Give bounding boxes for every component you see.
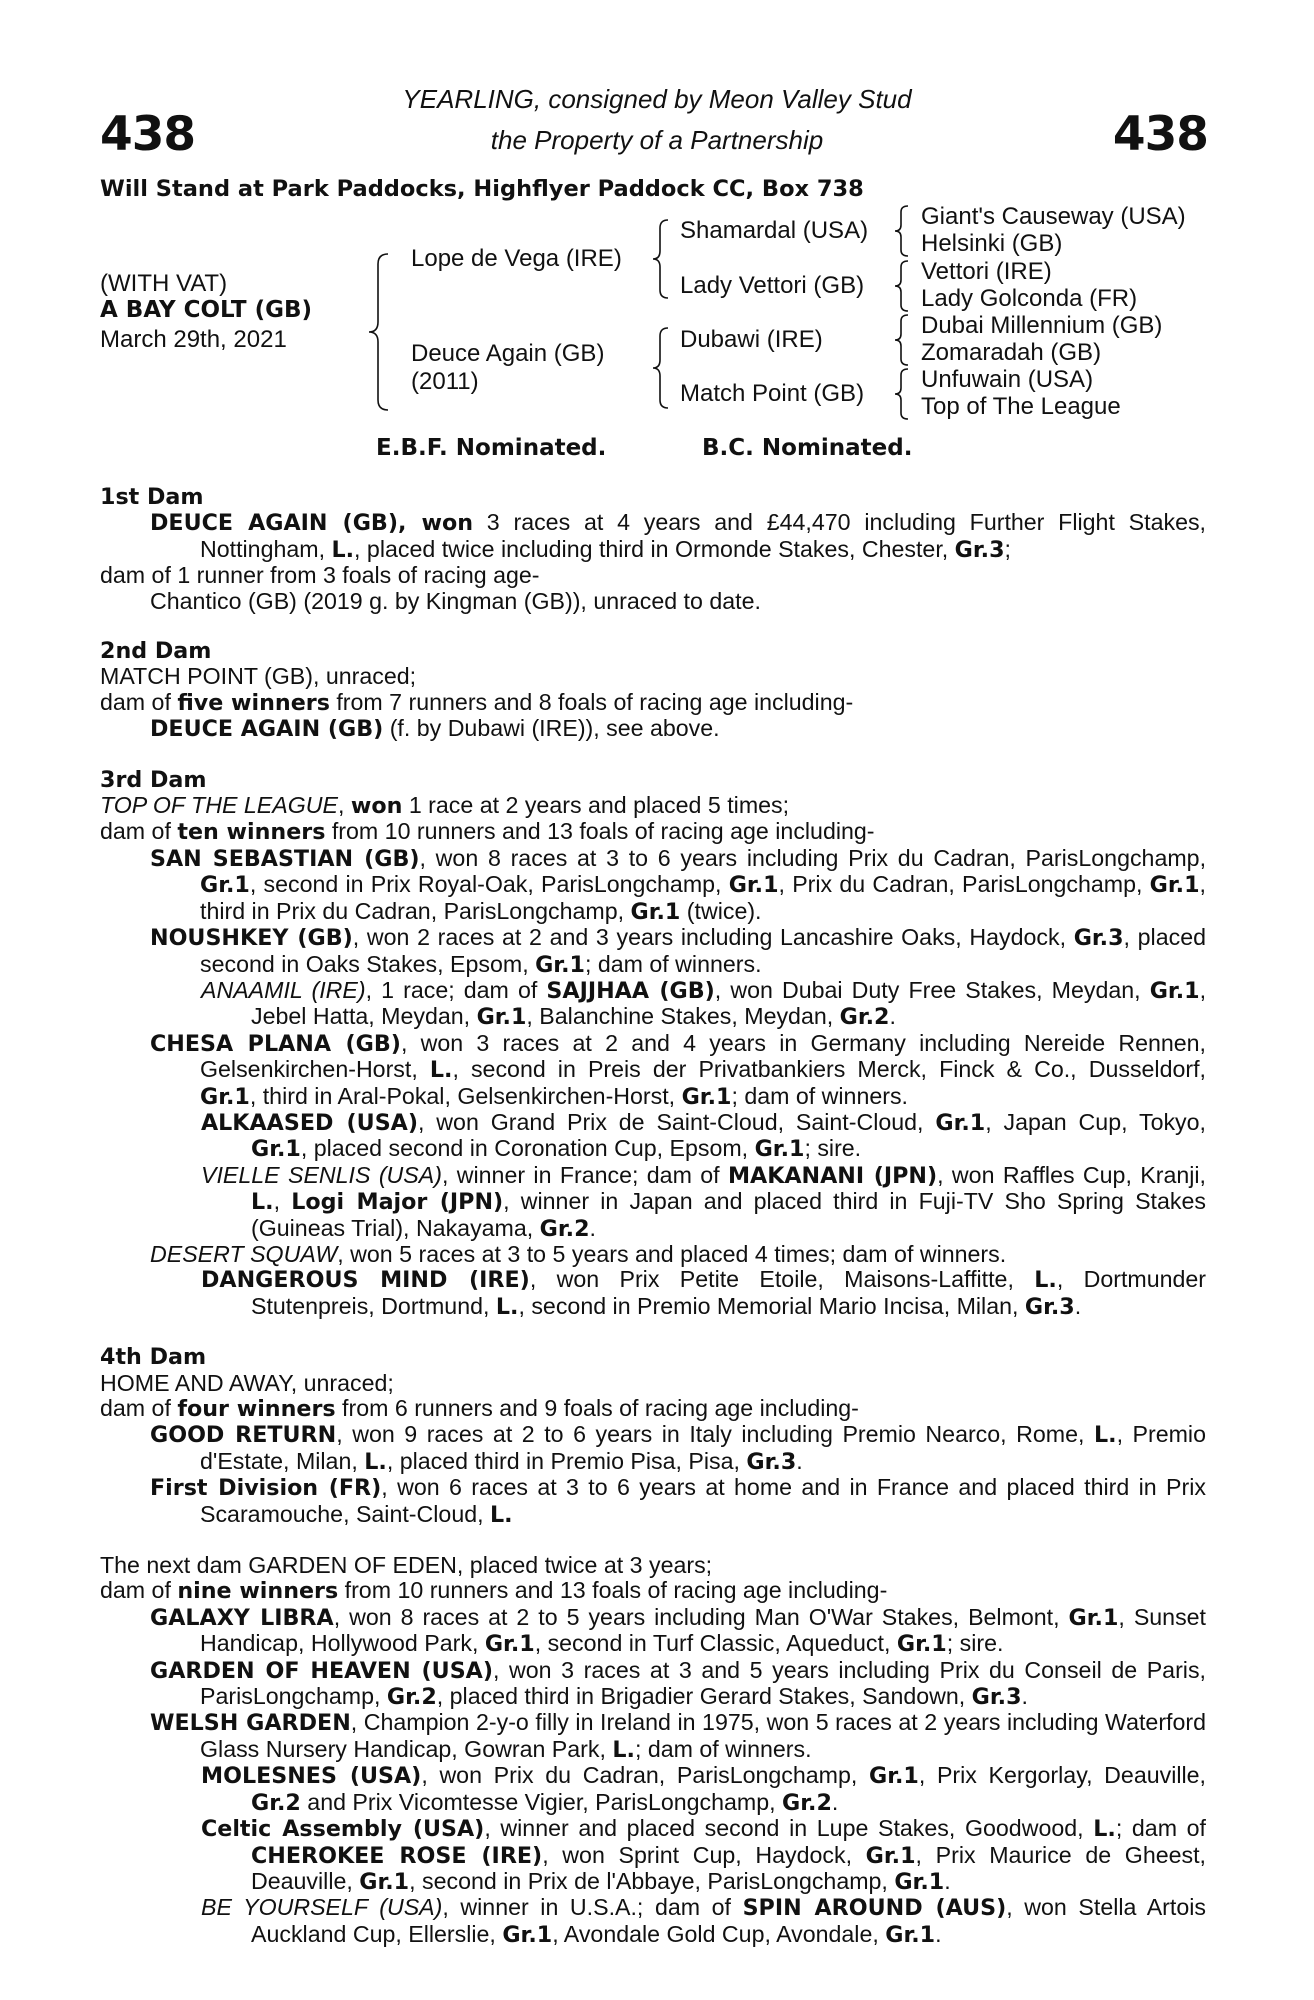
entry-text: . [589,1214,596,1241]
sire-dam: Lady Vettori (GB) [680,272,865,299]
bold-text: Gr.1 [251,1136,301,1163]
pedigree-entry [100,925,1206,978]
entry-text: , won 9 races at 2 to 6 years in Italy including Premio Nearco, Rome, [336,1421,1094,1448]
italic-text: DESERT SQUAW [150,1240,338,1267]
pedigree-brace-main [366,252,392,412]
pedigree-brace-g2 [892,259,912,313]
bold-text: L. [612,1736,635,1763]
bold-text: Gr.1 [1068,1604,1119,1631]
bold-text: Gr.1 [200,1083,250,1110]
bold-text: L. [490,1501,513,1528]
dam-section [100,639,1206,743]
pedigree-entry [100,1371,1206,1396]
gg-6: Zomaradah (GB) [921,339,1102,366]
pedigree-entry [100,1163,1206,1242]
foaled-date: March 29th, 2021 [100,326,287,353]
entry-text: , placed second in Coronation Cup, Epsom, [300,1135,755,1162]
pedigree-entry [100,1242,1206,1267]
entry-text: , won Prix du Cadran, ParisLongchamp, [421,1762,869,1789]
entry-text: , won 2 races at 2 and 3 years including Lancashire Oaks, Haydock, [352,924,1074,951]
entry-text: , Prix Maurice de Gheest, Deauville, [251,1841,1206,1894]
entry-text: , second in Prix Royal-Oak, ParisLongchamp, [249,871,729,898]
pedigree-brace-g4 [892,367,912,421]
entry-text: , Prix Kergorlay, Deauville, [918,1762,1206,1789]
entry-text: , won Dubai Duty Free Stakes, Meydan, [714,976,1150,1003]
pedigree-entry [100,1267,1206,1320]
entry-text: , won Sprint Cup, Haydock, [542,1841,866,1868]
entry-text: ; dam of winners. [731,1082,908,1109]
section-heading: 2nd Dam [100,638,212,665]
entry-text: dam of [100,1577,178,1604]
pedigree-entry [100,1710,1206,1763]
entry-text: ; sire. [946,1630,1004,1657]
bc-nomination: B.C. Nominated. [702,435,913,461]
pedigree-brace-dam [650,326,672,410]
bold-text: Gr.3 [954,536,1005,563]
catalogue-body [100,485,1206,1948]
entry-text: , winner in U.S.A.; dam of [442,1894,743,1921]
entry-text: , Avondale Gold Cup, Avondale, [552,1920,886,1947]
entry-text: , second in Turf Classic, Aqueduct, [534,1630,897,1657]
pedigree-entry [100,1110,1206,1163]
bold-text: Gr.1 [200,872,250,899]
entry-text: from 10 runners and 13 foals of racing age including- [338,1577,888,1604]
sire-sire: Shamardal (USA) [680,217,869,244]
entry-text: , won Prix Petite Etoile, Maisons-Laffitte, [529,1266,1035,1293]
dam: Deuce Again (GB) [411,340,605,367]
entry-text: , Jebel Hatta, Meydan, [251,976,1207,1030]
entry-text: , third in Prix du Cadran, ParisLongchamp, [200,871,1206,924]
dam-section [100,485,1206,614]
entry-text: , third in Aral-Pokal, Gelsenkirchen-Horst, [249,1082,682,1109]
bold-text: L. [429,1057,453,1084]
entry-text: , Balanchine Stakes, Meydan, [526,1003,840,1030]
pedigree-entry [100,510,1206,563]
bold-text: Gr.1 [681,1083,732,1110]
entry-text: (twice). [680,897,762,924]
gg-2: Helsinki (GB) [921,230,1063,257]
pedigree-entry [100,563,1206,588]
bold-text: Gr.1 [728,872,779,899]
bold-text: DEUCE AGAIN (GB) [150,716,384,743]
entry-text: , won Grand Prix de Saint-Cloud, Saint-Cloud, [418,1108,936,1135]
bold-text: Gr.1 [359,1868,410,1895]
horse-name: A BAY COLT (GB) [100,297,313,323]
bold-text: Gr.1 [896,1631,947,1658]
entry-text: , won Raffles Cup, Kranji, [937,1161,1206,1188]
bold-text: Gr.2 [539,1215,590,1242]
entry-text: from 7 runners and 8 foals of racing age including- [329,688,854,715]
entry-text: dam of [100,1395,178,1421]
entry-text: , [273,1188,292,1215]
entry-text: , placed twice including third in Ormonde Stakes, Chester, [354,535,955,562]
entry-text: ; dam of winners. [584,950,762,977]
bold-text: L. [364,1448,387,1475]
bold-text: Gr.1 [935,1109,986,1136]
pedigree-entry [100,819,1206,845]
bold-text: nine winners [177,1578,339,1605]
bold-text: Gr.1 [630,898,681,925]
pedigree-entry [100,1605,1206,1658]
entry-text: 1 race at 2 years and placed 5 times; [402,792,790,819]
gg-4: Lady Golconda (FR) [921,285,1138,312]
bold-text: GALAXY LIBRA [150,1604,334,1631]
bold-text: L. [1034,1267,1057,1294]
entry-text: , second in Premio Memorial Mario Incisa, Milan, [518,1292,1025,1319]
entry-text: MATCH POINT (GB), unraced; [100,663,417,690]
italic-text: ANAAMIL (IRE) [201,976,366,1003]
entry-text: . [1074,1292,1082,1319]
bold-text: CHESA PLANA (GB) [150,1030,401,1057]
pedigree-entry [100,690,1206,716]
bold-text: Gr.2 [782,1789,832,1816]
bold-text: WELSH GARDEN [150,1710,351,1737]
pedigree-entry [100,1553,1206,1578]
gg-8: Top of The League [921,393,1121,420]
entry-text: The next dam GARDEN OF EDEN, placed twice at 3 years; [100,1552,713,1579]
bold-text: Gr.1 [535,951,585,978]
italic-text: VIELLE SENLIS (USA) [201,1161,442,1188]
italic-text: TOP OF THE LEAGUE [100,792,338,819]
entry-text: , Premio d'Estate, Milan, [200,1421,1206,1474]
pedigree-brace-g3 [892,313,912,367]
bold-text: SPIN AROUND (AUS) [742,1895,1007,1922]
entry-text: , won 3 races at 2 and 4 years in Germany including Nereide Rennen, Gelsenkirchen-Horst, [200,1029,1207,1083]
bold-text: Gr.1 [885,1921,936,1948]
bold-text: won [350,793,403,820]
entry-text: , winner in Japan and placed third in Fuji-TV Sho Spring Stakes (Guineas Trial), Nakayama, [251,1188,1206,1241]
lot-number-left: 438 [100,107,196,162]
bold-text: SAN SEBASTIAN (GB) [150,845,420,872]
entry-text: ; dam of winners. [634,1735,812,1762]
entry-text: . [1021,1683,1028,1710]
dam-sire: Dubawi (IRE) [680,326,823,353]
entry-text: ; sire. [804,1135,862,1162]
entry-text: , won 5 races at 3 to 5 years and placed 4 times; dam of winners. [337,1240,1007,1267]
entry-text: , second in Prix de l'Abbaye, ParisLongchamp, [409,1867,895,1894]
entry-text: , Dortmunder Stutenpreis, Dortmund, [251,1266,1207,1319]
bold-text: five winners [177,689,330,716]
entry-text: , Champion 2-y-o filly in Ireland in 1975, won 5 races at 2 years including Waterford Glass Nursery Handicap, Gowran Park, [200,1709,1206,1762]
pedigree-entry [100,1475,1206,1528]
bold-text: First Division (FR) [150,1475,382,1502]
bold-text: GARDEN OF HEAVEN (USA) [150,1657,493,1684]
entry-text: . [831,1788,839,1815]
entry-text: from 6 runners and 9 foals of racing age including- [335,1395,859,1421]
ebf-nomination: E.B.F. Nominated. [376,435,607,461]
pedigree-entry [100,978,1206,1031]
entry-text: , won Stella Artois Auckland Cup, Ellerslie, [251,1894,1206,1947]
stand-line: Will Stand at Park Paddocks, Highflyer Paddock CC, Box 738 [100,176,864,202]
entry-text: from 10 runners and 13 foals of racing age including- [325,818,875,845]
sire: Lope de Vega (IRE) [411,245,622,272]
entry-text: HOME AND AWAY, unraced; [100,1369,394,1396]
pedigree-entry [100,1763,1206,1816]
bold-text: L. [1093,1422,1117,1449]
entry-text: , won 6 races at 3 to 6 years at home and in France and placed third in Prix Scaramouche, Saint-Cloud, [200,1474,1206,1527]
lot-number-right: 438 [1112,107,1208,162]
bold-text: Gr.1 [1149,872,1200,899]
bold-text: Gr.1 [865,1842,916,1869]
entry-text: , 1 race; dam of [365,976,547,1003]
bold-text: Gr.1 [484,1631,535,1658]
property-line: the Property of a Partnership [490,125,824,155]
pedigree-entry [100,1895,1206,1948]
bold-text: Gr.1 [894,1868,945,1895]
entry-text: , won 8 races at 2 to 5 years including Man O'War Stakes, Belmont, [333,1603,1069,1630]
bold-text: L. [495,1293,519,1320]
entry-text: . [796,1447,803,1474]
entry-text: , placed second in Oaks Stakes, Epsom, [200,924,1206,977]
entry-text: , [337,792,351,819]
dam-year: (2011) [411,368,479,395]
entry-text: (f. by Dubawi (IRE)), see above. [383,715,720,742]
entry-text: , placed third in Brigadier Gerard Stakes, Sandown, [436,1683,972,1710]
entry-text: , Japan Cup, Tokyo, [985,1108,1206,1135]
bold-text: Gr.3 [971,1684,1022,1711]
bold-text: NOUSHKEY (GB) [150,925,353,952]
consignor-line: YEARLING, consigned by Meon Valley Stud [402,84,912,114]
entry-text: . [889,1003,896,1030]
vat-label: (WITH VAT) [100,270,228,297]
bold-text: Gr.2 [839,1004,890,1031]
pedigree-entry [100,1816,1206,1895]
bold-text: Gr.1 [1149,977,1200,1004]
entry-text: , won 8 races at 3 to 6 years including Prix du Cadran, ParisLongchamp, [419,844,1207,871]
gg-7: Unfuwain (USA) [921,366,1094,393]
bold-text: DANGEROUS MIND (IRE) [201,1267,530,1294]
bold-text: MOLESNES (USA) [201,1763,422,1790]
bold-text: Gr.3 [746,1448,797,1475]
pedigree-entry [100,846,1206,925]
entry-text: , Sunset Handicap, Hollywood Park, [200,1603,1207,1657]
bold-text: Gr.1 [502,1921,553,1948]
pedigree-entry [100,589,1206,614]
bold-text: ALKAASED (USA) [201,1109,418,1136]
entry-text: , winner and placed second in Lupe Stakes, Goodwood, [484,1815,1094,1842]
bold-text: Gr.3 [1073,925,1124,952]
pedigree-entry [100,716,1206,742]
entry-text: . [944,1867,951,1894]
bold-text: DEUCE AGAIN (GB), won [150,510,473,537]
bold-text: CHEROKEE ROSE (IRE) [251,1842,543,1869]
entry-text: dam of [100,688,178,715]
pedigree-entry [100,1578,1206,1604]
entry-text: , won 3 races at 3 and 5 years including Prix du Conseil de Paris, ParisLongchamp, [200,1656,1206,1710]
italic-text: BE YOURSELF (USA) [201,1894,443,1921]
pedigree-entry [100,664,1206,689]
entry-text: dam of 1 runner from 3 foals of racing age- [100,562,540,589]
bold-text: L. [1093,1816,1116,1843]
pedigree-entry [100,1422,1206,1475]
pedigree-entry [100,1658,1206,1711]
pedigree-entry [100,1031,1206,1110]
bold-text: Gr.3 [1024,1293,1075,1320]
bold-text: Gr.2 [386,1684,437,1711]
section-heading: 3rd Dam [100,766,207,793]
section-heading: 1st Dam [100,484,204,510]
entry-text: . [935,1920,942,1947]
entry-text: , placed third in Premio Pisa, Pisa, [386,1447,747,1474]
entry-text: 3 races at 4 years and £44,470 including Further Flight Stakes, Nottingham, [200,509,1206,562]
pedigree-entry [100,793,1206,819]
bold-text: Gr.1 [476,1004,527,1031]
dam-dam: Match Point (GB) [680,380,865,407]
dam-section [100,1553,1206,1948]
pedigree-brace-sire [650,218,672,300]
entry-text: Chantico (GB) (2019 g. by Kingman (GB)), unraced to date. [150,587,761,614]
entry-text: and Prix Vicomtesse Vigier, ParisLongchamp, [300,1788,783,1815]
bold-text: ten winners [177,819,326,846]
bold-text: Gr.1 [868,1763,919,1790]
entry-text: dam of [100,818,178,845]
gg-1: Giant's Causeway (USA) [921,203,1186,230]
bold-text: Celtic Assembly (USA) [201,1816,485,1843]
bold-text: Logi Major (JPN) [291,1189,504,1216]
gg-5: Dubai Millennium (GB) [921,312,1163,339]
gg-3: Vettori (IRE) [921,258,1052,285]
entry-text: , second in Preis der Privatbankiers Merck, Finck & Co., Dusseldorf, [452,1056,1206,1083]
bold-text: Gr.2 [251,1789,301,1816]
entry-text: ; [1004,535,1011,562]
pedigree-brace-g1 [892,204,912,258]
bold-text: GOOD RETURN [150,1422,337,1449]
bold-text: Gr.1 [754,1136,805,1163]
section-heading: 4th Dam [100,1344,207,1371]
pedigree-entry [100,1396,1206,1422]
entry-text: , Prix du Cadran, ParisLongchamp, [778,871,1150,898]
bold-text: MAKANANI (JPN) [727,1162,938,1189]
entry-text: ; dam of [1115,1815,1206,1842]
bold-text: SAJJHAA (GB) [546,977,715,1004]
bold-text: L. [251,1189,274,1216]
dam-section [100,1345,1206,1528]
bold-text: four winners [177,1396,336,1422]
entry-text: , winner in France; dam of [441,1161,728,1188]
dam-section [100,768,1206,1321]
bold-text: L. [331,536,355,563]
